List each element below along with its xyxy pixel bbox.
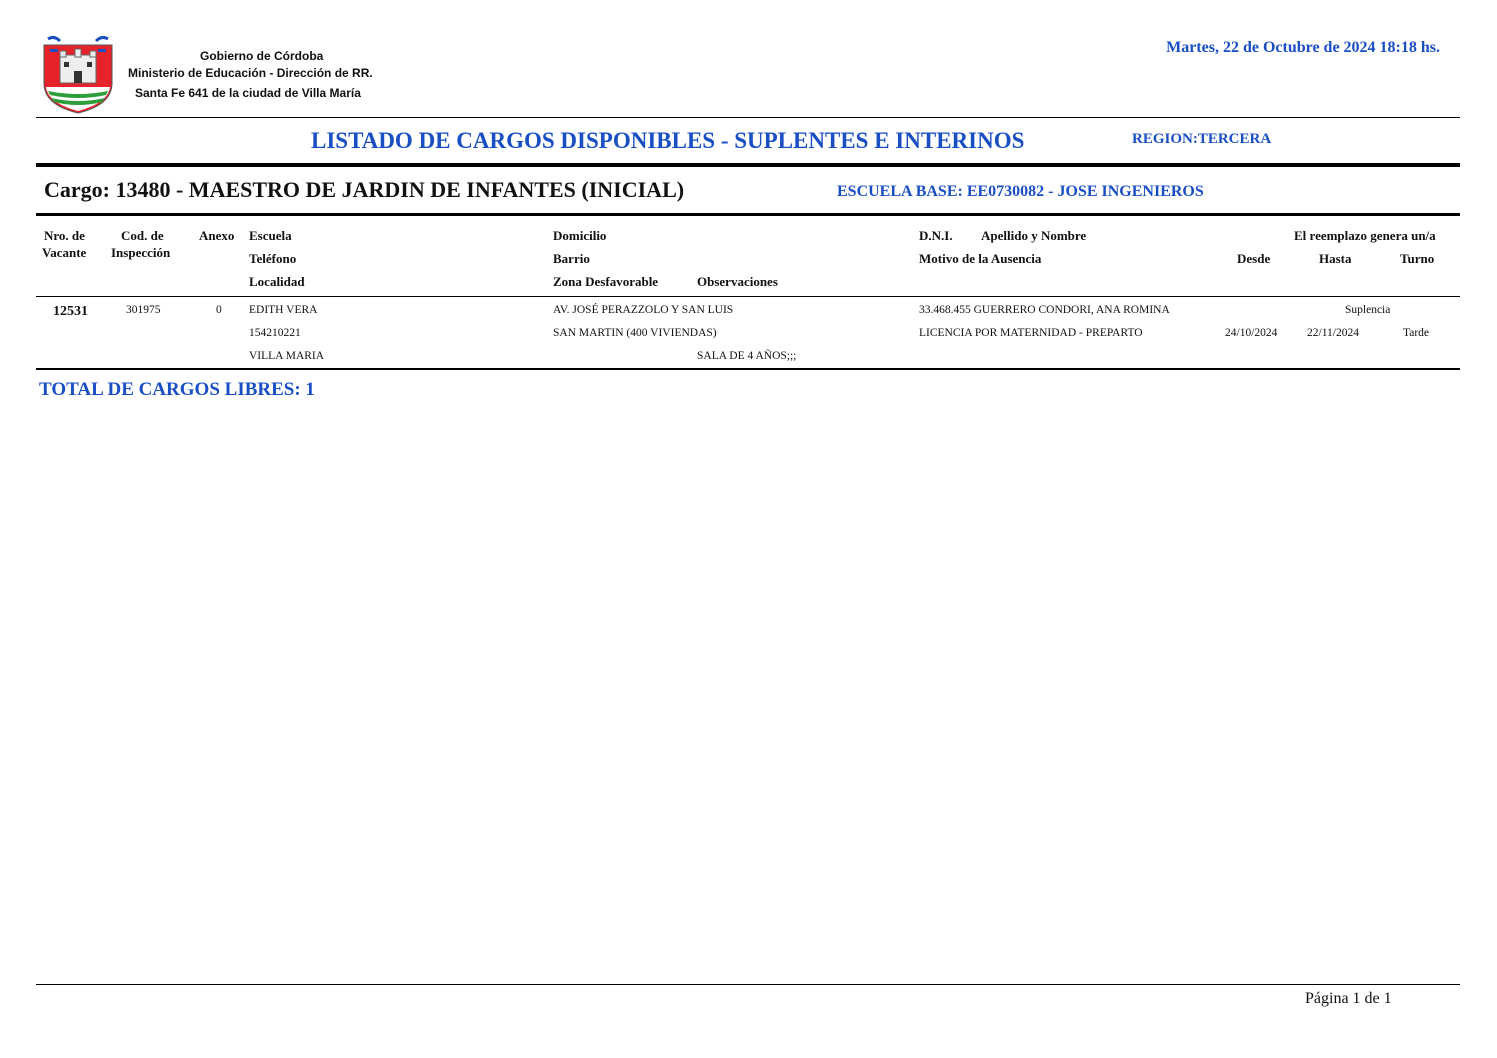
cell-inspeccion: 301975 <box>126 304 161 316</box>
cell-desde: 24/10/2024 <box>1225 327 1278 339</box>
col-observaciones: Observaciones <box>697 274 778 289</box>
total-cargos: TOTAL DE CARGOS LIBRES: 1 <box>39 379 315 400</box>
col-localidad: Localidad <box>249 274 305 289</box>
col-barrio: Barrio <box>553 251 590 266</box>
col-motivo: Motivo de la Ausencia <box>919 251 1042 266</box>
columns-divider <box>36 296 1460 297</box>
col-desde: Desde <box>1237 251 1271 266</box>
col-turno: Turno <box>1400 251 1435 266</box>
title-divider <box>36 163 1460 167</box>
col-telefono: Teléfono <box>249 251 297 266</box>
col-domicilio: Domicilio <box>553 228 607 243</box>
footer-divider <box>36 984 1460 985</box>
col-hasta: Hasta <box>1319 251 1352 266</box>
cell-telefono: 154210221 <box>249 327 301 339</box>
report-title: LISTADO DE CARGOS DISPONIBLES - SUPLENTES E INTERINOS <box>311 128 1025 153</box>
cell-observaciones: SALA DE 4 AÑOS;;; <box>697 350 797 362</box>
cordoba-coat-of-arms-icon <box>40 35 116 115</box>
cell-hasta: 22/11/2024 <box>1307 327 1359 339</box>
cell-dni-nombre: 33.468.455 GUERRERO CONDORI, ANA ROMINA <box>919 304 1170 316</box>
header-divider <box>36 117 1460 118</box>
cell-localidad: VILLA MARIA <box>249 350 325 362</box>
cell-turno: Tarde <box>1403 327 1430 339</box>
ministry-name: Ministerio de Educación - Dirección de RR. <box>128 66 373 80</box>
col-dni: D.N.I. <box>919 228 953 243</box>
col-cod-de: Cod. de <box>121 228 164 243</box>
col-zona: Zona Desfavorable <box>553 274 659 289</box>
col-escuela: Escuela <box>249 228 292 243</box>
cell-barrio: SAN MARTIN (400 VIVIENDAS) <box>553 327 717 339</box>
col-inspeccion: Inspección <box>111 245 171 260</box>
col-apellido: Apellido y Nombre <box>981 228 1087 243</box>
page-number: Página 1 de 1 <box>1305 990 1392 1007</box>
row-divider <box>36 368 1460 370</box>
col-nro-de: Nro. de <box>44 228 85 243</box>
cell-genera: Suplencia <box>1345 304 1391 316</box>
col-reemplazo: El reemplazo genera un/a <box>1294 228 1436 243</box>
cell-escuela: EDITH VERA <box>249 304 318 316</box>
report-datetime: Martes, 22 de Octubre de 2024 18:18 hs. <box>1166 39 1440 56</box>
cell-vacante: 12531 <box>53 304 88 319</box>
gov-name: Gobierno de Córdoba <box>200 49 324 63</box>
cargo-divider <box>36 213 1460 216</box>
cell-motivo: LICENCIA POR MATERNIDAD - PREPARTO <box>919 327 1143 339</box>
cell-anexo: 0 <box>216 304 222 316</box>
col-vacante: Vacante <box>42 245 87 260</box>
address: Santa Fe 641 de la ciudad de Villa María <box>135 86 361 100</box>
cell-domicilio: AV. JOSÉ PERAZZOLO Y SAN LUIS <box>553 304 734 316</box>
region-label: REGION:TERCERA <box>1132 131 1272 147</box>
escuela-base: ESCUELA BASE: EE0730082 - JOSE INGENIEROS <box>837 183 1204 200</box>
col-anexo: Anexo <box>199 228 235 243</box>
cargo-title: Cargo: 13480 - MAESTRO DE JARDIN DE INFANTES (INICIAL) <box>44 177 685 202</box>
